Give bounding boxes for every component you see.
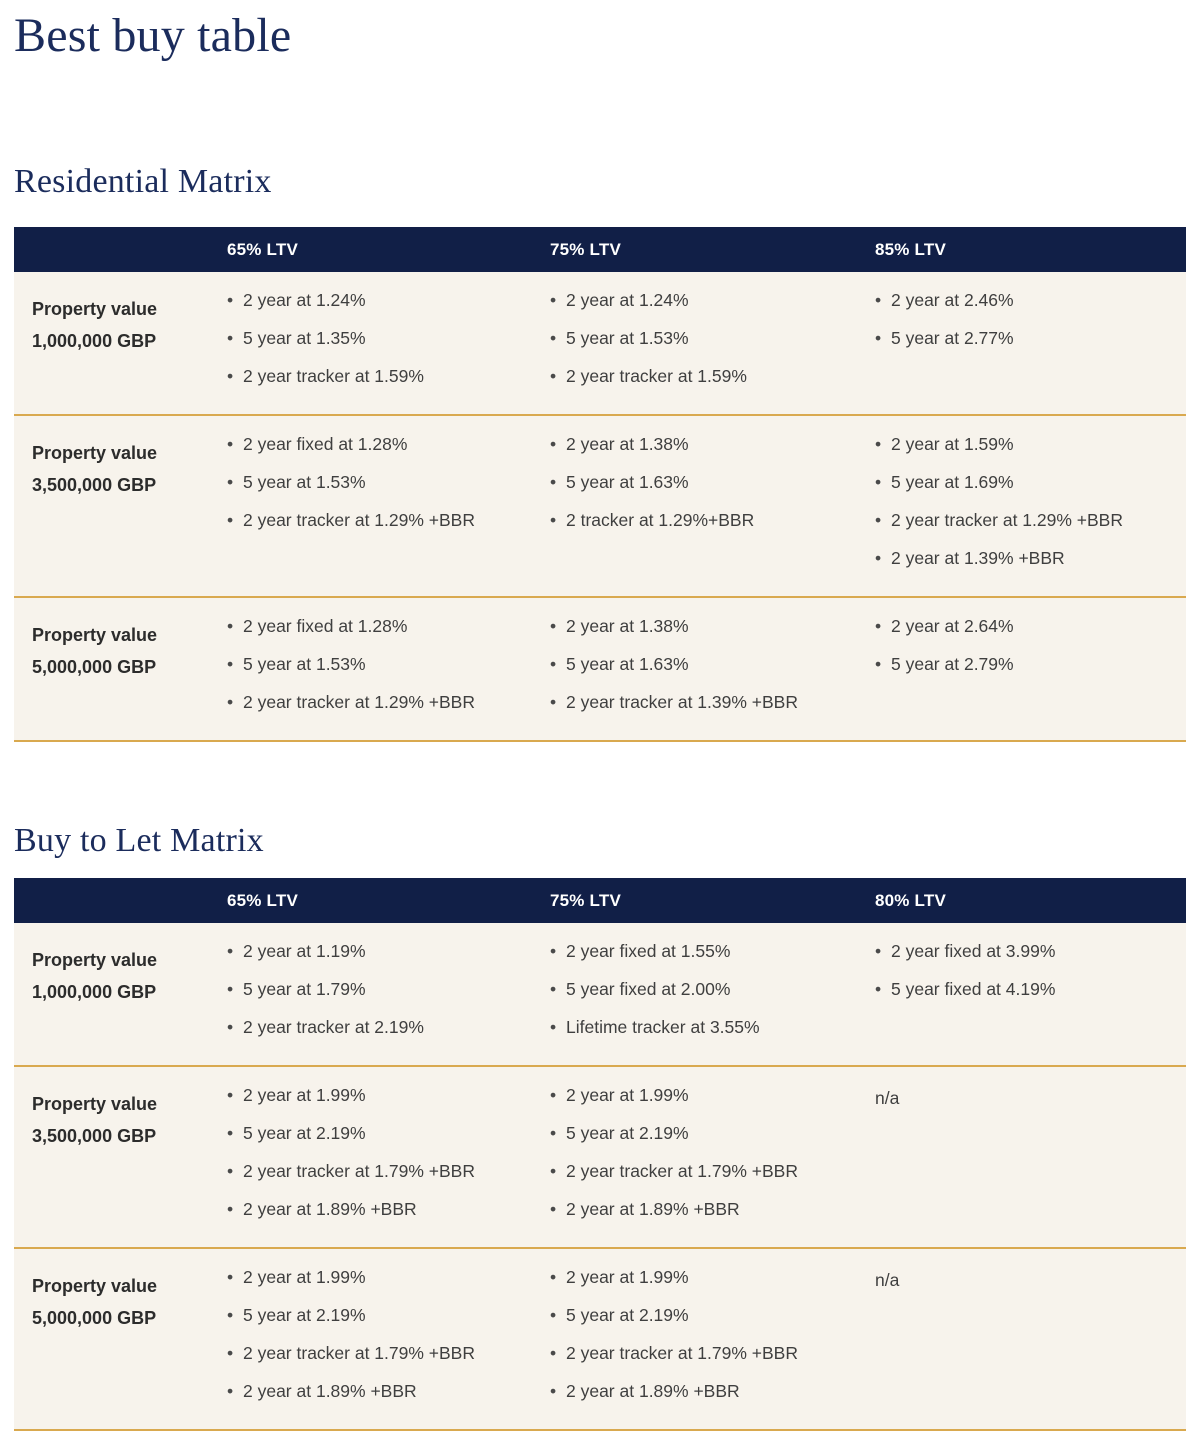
rate-item: • 2 year at 1.38% xyxy=(550,616,861,637)
rate-item: • 2 year tracker at 1.79% +BBR xyxy=(550,1161,861,1182)
rate-list xyxy=(875,434,1186,586)
rate-item: • 2 year tracker at 2.19% xyxy=(227,1017,536,1038)
rate-item: • 2 tracker at 1.29%+BBR xyxy=(550,510,861,531)
rate-item: • 2 year at 1.89% +BBR xyxy=(227,1199,536,1220)
rate-list xyxy=(227,1085,550,1237)
property-value-label xyxy=(32,616,227,730)
property-value-line-1: Property value xyxy=(32,625,158,646)
rate-item: • 2 year at 1.99% xyxy=(550,1267,861,1288)
property-value-line-2: 3,500,000 GBP xyxy=(32,1126,157,1147)
rate-item: • 2 year at 1.38% xyxy=(550,434,861,455)
rate-item: • 2 year at 1.24% xyxy=(227,290,536,311)
rate-list xyxy=(550,1267,875,1419)
rate-item: • 2 year tracker at 1.29% +BBR xyxy=(875,510,1172,531)
column-header-80ltv: 80% LTV xyxy=(875,890,946,910)
table-row xyxy=(14,1249,1186,1431)
rate-item: • 2 year tracker at 1.59% xyxy=(227,366,536,387)
rate-item: • 2 year at 2.46% xyxy=(875,290,1172,311)
rate-item: • 5 year at 1.53% xyxy=(227,472,536,493)
property-value-line-1: Property value xyxy=(32,950,158,971)
rate-item: • 5 year at 1.79% xyxy=(227,979,536,1000)
property-value-label xyxy=(32,941,227,1055)
rate-list xyxy=(550,616,875,730)
na-value: n/a xyxy=(875,1270,900,1291)
rate-item: • 2 year fixed at 1.28% xyxy=(227,434,536,455)
buy-to-let-matrix-table xyxy=(14,878,1186,1431)
rate-item: • 2 year at 2.64% xyxy=(875,616,1172,637)
rate-item: • 5 year at 2.19% xyxy=(550,1123,861,1144)
property-value-label xyxy=(32,290,227,404)
rate-item: • 5 year at 2.19% xyxy=(227,1305,536,1326)
rate-item: • 5 year fixed at 4.19% xyxy=(875,979,1172,1000)
rate-item: • 2 year fixed at 1.55% xyxy=(550,941,861,962)
rate-item: • 2 year at 1.99% xyxy=(227,1267,536,1288)
rate-item: • 2 year tracker at 1.59% xyxy=(550,366,861,387)
rate-item: • 2 year at 1.59% xyxy=(875,434,1172,455)
column-header-65ltv: 65% LTV xyxy=(227,239,298,259)
property-value-line-2: 1,000,000 GBP xyxy=(32,331,157,352)
rate-item: • 2 year at 1.89% +BBR xyxy=(550,1381,861,1402)
table-row xyxy=(14,598,1186,742)
rate-item: • 2 year tracker at 1.29% +BBR xyxy=(227,692,536,713)
property-value-label xyxy=(32,1267,227,1419)
rate-list xyxy=(550,290,875,404)
rate-item: • 5 year fixed at 2.00% xyxy=(550,979,861,1000)
property-value-line-2: 1,000,000 GBP xyxy=(32,982,157,1003)
property-value-line-1: Property value xyxy=(32,443,158,464)
rate-item: • 2 year tracker at 1.79% +BBR xyxy=(227,1161,536,1182)
column-header-85ltv: 85% LTV xyxy=(875,239,946,259)
rate-list xyxy=(875,941,1186,1055)
column-header-65ltv: 65% LTV xyxy=(227,890,298,910)
rate-item: • 2 year tracker at 1.79% +BBR xyxy=(550,1343,861,1364)
property-value-line-1: Property value xyxy=(32,1276,158,1297)
rate-item: • 5 year at 1.35% xyxy=(227,328,536,349)
rate-item: • 5 year at 2.77% xyxy=(875,328,1172,349)
rate-list xyxy=(550,941,875,1055)
table-row xyxy=(14,272,1186,416)
rate-item: • 5 year at 1.69% xyxy=(875,472,1172,493)
rate-item: • 2 year tracker at 1.29% +BBR xyxy=(227,510,536,531)
table-row xyxy=(14,923,1186,1067)
rate-item: • 2 year at 1.89% +BBR xyxy=(227,1381,536,1402)
rate-list xyxy=(227,290,550,404)
rate-item: • 2 year at 1.19% xyxy=(227,941,536,962)
section-buy-to-let xyxy=(14,822,1186,1431)
property-value-label xyxy=(32,434,227,586)
rate-item: • 2 year at 1.99% xyxy=(227,1085,536,1106)
buy-to-let-matrix-heading: Buy to Let Matrix xyxy=(14,822,264,860)
rate-item: • 2 year at 1.39% +BBR xyxy=(875,548,1172,569)
rate-item: • 2 year tracker at 1.79% +BBR xyxy=(227,1343,536,1364)
rate-item: • 5 year at 2.19% xyxy=(550,1305,861,1326)
rate-list xyxy=(227,1267,550,1419)
rate-item: • Lifetime tracker at 3.55% xyxy=(550,1017,861,1038)
property-value-line-1: Property value xyxy=(32,1094,158,1115)
rate-item: • 2 year fixed at 3.99% xyxy=(875,941,1172,962)
rate-list xyxy=(550,434,875,586)
column-header-75ltv: 75% LTV xyxy=(550,890,621,910)
rate-list xyxy=(875,616,1186,730)
column-header-75ltv: 75% LTV xyxy=(550,239,621,259)
rate-item: • 2 year at 1.99% xyxy=(550,1085,861,1106)
rate-list xyxy=(875,290,1186,404)
na-value: n/a xyxy=(875,1088,900,1109)
section-residential xyxy=(14,163,1186,742)
residential-matrix-table xyxy=(14,227,1186,742)
rate-list xyxy=(227,434,550,586)
rate-item: • 5 year at 2.19% xyxy=(227,1123,536,1144)
table-row xyxy=(14,1067,1186,1249)
property-value-line-2: 5,000,000 GBP xyxy=(32,1308,157,1329)
rate-item: • 5 year at 1.53% xyxy=(227,654,536,675)
rate-item: • 2 year tracker at 1.39% +BBR xyxy=(550,692,861,713)
rate-item: • 2 year at 1.24% xyxy=(550,290,861,311)
rate-item: • 5 year at 1.63% xyxy=(550,654,861,675)
property-value-line-2: 5,000,000 GBP xyxy=(32,657,157,678)
property-value-label xyxy=(32,1085,227,1237)
table-row xyxy=(14,416,1186,598)
residential-matrix-heading: Residential Matrix xyxy=(14,163,272,201)
rate-list xyxy=(550,1085,875,1237)
rate-item: • 2 year at 1.89% +BBR xyxy=(550,1199,861,1220)
rate-item: • 5 year at 1.63% xyxy=(550,472,861,493)
property-value-line-1: Property value xyxy=(32,299,158,320)
property-value-line-2: 3,500,000 GBP xyxy=(32,475,157,496)
matrix-header-row xyxy=(14,227,1186,272)
rate-list xyxy=(227,616,550,730)
matrix-header-row xyxy=(14,878,1186,923)
page-title: Best buy table xyxy=(14,9,292,62)
rate-item: • 5 year at 1.53% xyxy=(550,328,861,349)
rate-list xyxy=(227,941,550,1055)
rate-item: • 5 year at 2.79% xyxy=(875,654,1172,675)
rate-item: • 2 year fixed at 1.28% xyxy=(227,616,536,637)
